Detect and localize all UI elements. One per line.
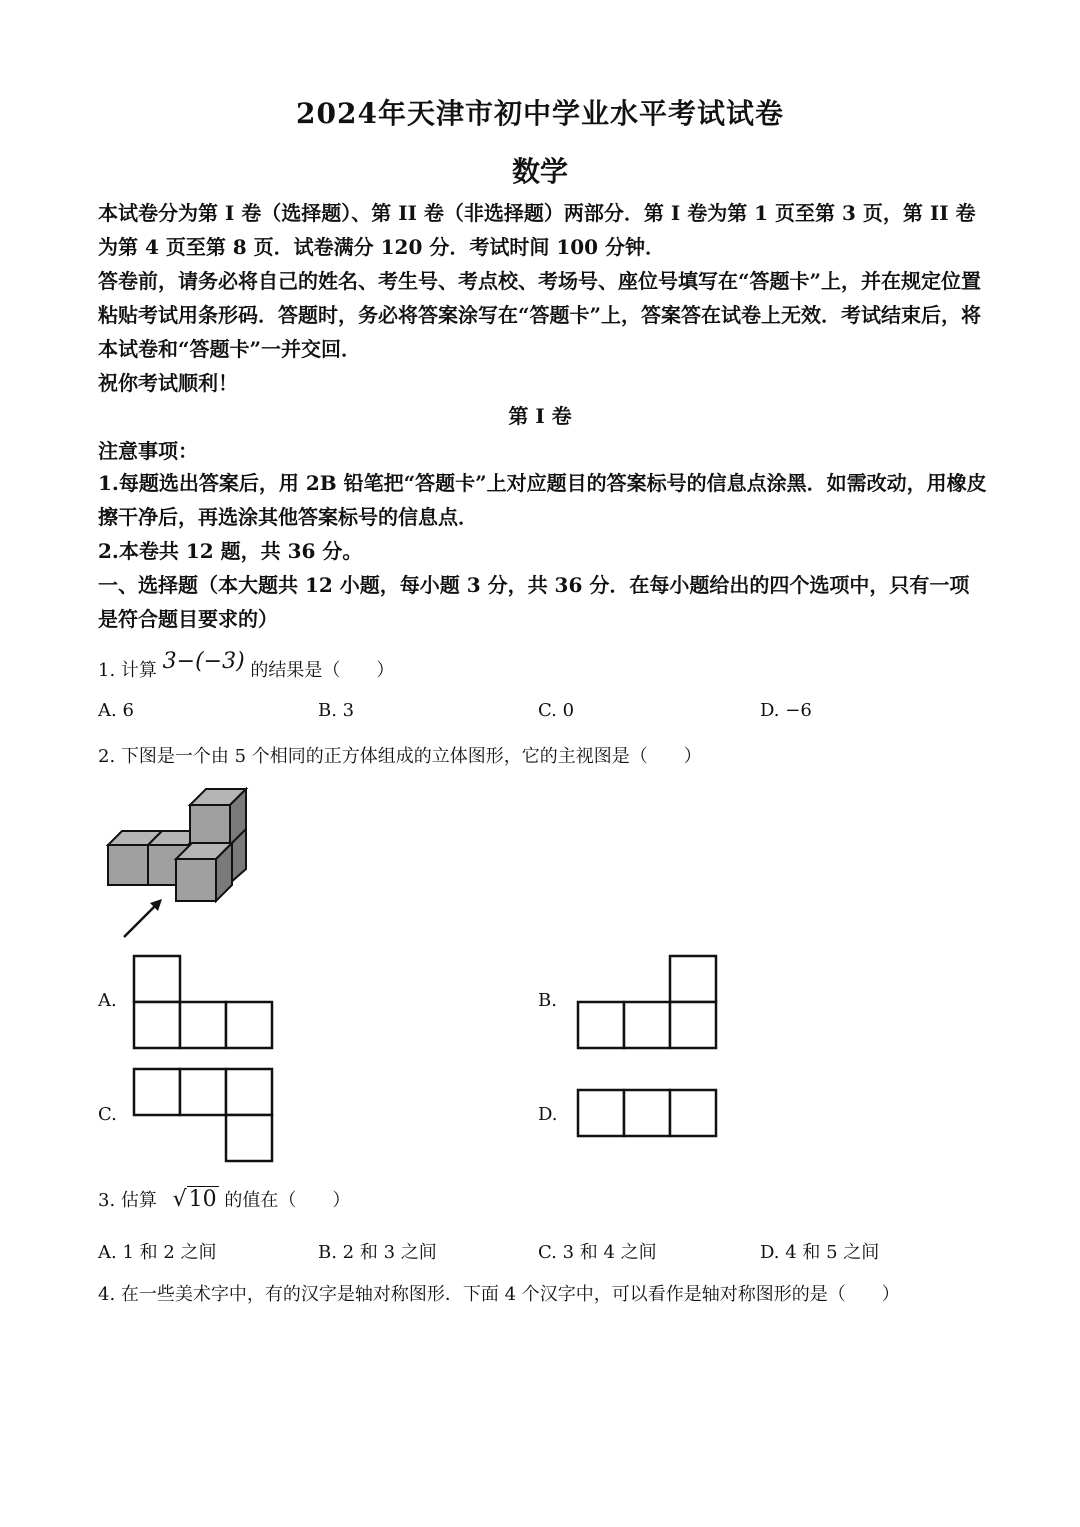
notes-heading: 注意事项： bbox=[98, 439, 198, 463]
q2-option-d-label[interactable]: D. bbox=[538, 1104, 558, 1125]
q3-prefix: 3. 估算 bbox=[98, 1190, 157, 1211]
q2-option-d-figure[interactable] bbox=[577, 1089, 721, 1141]
question-2: 2. 下图是一个由 5 个相同的正方体组成的立体图形，它的主视图是（ ） bbox=[98, 746, 702, 767]
q1-option-d[interactable]: D. −6 bbox=[760, 700, 812, 721]
q2-option-c-figure[interactable] bbox=[133, 1068, 277, 1164]
q2-option-c-label[interactable]: C. bbox=[98, 1104, 117, 1125]
intro-paragraph-3: 祝你考试顺利！ bbox=[98, 371, 238, 395]
question-1 bbox=[98, 649, 395, 682]
exam-title: 2024年天津市初中学业水平考试试卷 bbox=[296, 97, 784, 130]
q2-option-a-figure[interactable] bbox=[133, 955, 277, 1051]
q1-option-c[interactable]: C. 0 bbox=[538, 700, 575, 721]
question-4: 4. 在一些美术字中，有的汉字是轴对称图形．下面 4 个汉字中，可以看作是轴对称图形的是（ ） bbox=[98, 1284, 900, 1305]
intro-paragraph-2: 答卷前，请务必将自己的姓名、考生号、考点校、考场号、座位号填写在“答题卡”上，并在规定位置粘贴考试用条形码．答题时，务必将答案涂写在“答题卡”上，答案答在试卷上无效．考试结束后，将本试卷和“答题卡”一并交回． bbox=[98, 269, 982, 361]
q3-option-c[interactable]: C. 3 和 4 之间 bbox=[538, 1242, 657, 1263]
q2-option-b-label[interactable]: B. bbox=[538, 990, 557, 1011]
exam-subject: 数学 bbox=[511, 155, 568, 188]
q1-prefix: 1. 计算 bbox=[98, 660, 157, 681]
volume-heading: 第 I 卷 bbox=[508, 404, 572, 428]
q1-suffix: 的结果是（ ） bbox=[250, 660, 395, 681]
note-1: 1.每题选出答案后，用 2B 铅笔把“答题卡”上对应题目的答案标号的信息点涂黑．如需改动，用橡皮擦干净后，再选涂其他答案标号的信息点． bbox=[98, 471, 987, 529]
q3-sqrt-expression: √10 bbox=[172, 1187, 217, 1212]
intro-paragraph-1: 本试卷分为第 I 卷（选择题）、第 II 卷（非选择题）两部分．第 I 卷为第 1 页至第 3 页，第 II 卷为第 4 页至第 8 页．试卷满分 120 分．考试时间 100 分钟． bbox=[98, 201, 976, 259]
q3-option-d[interactable]: D. 4 和 5 之间 bbox=[760, 1242, 880, 1263]
q1-option-a[interactable]: A. 6 bbox=[98, 700, 134, 721]
cube-figure bbox=[100, 785, 260, 945]
q3-option-b[interactable]: B. 2 和 3 之间 bbox=[318, 1242, 437, 1263]
q3-suffix: 的值在（ ） bbox=[224, 1190, 351, 1211]
q2-option-b-figure[interactable] bbox=[577, 955, 721, 1051]
q3-option-a[interactable]: A. 1 和 2 之间 bbox=[98, 1242, 217, 1263]
q3-radicand: 10 bbox=[188, 1187, 217, 1212]
q1-expression: 3−(−3) bbox=[162, 649, 245, 674]
q1-option-b[interactable]: B. 3 bbox=[318, 700, 355, 721]
note-2: 2.本卷共 12 题，共 36 分。 bbox=[98, 539, 363, 563]
section-heading: 一、选择题（本大题共 12 小题，每小题 3 分，共 36 分．在每小题给出的四个选项中，只有一项是符合题目要求的） bbox=[98, 573, 970, 631]
question-3 bbox=[98, 1186, 350, 1212]
q2-option-a-label[interactable]: A. bbox=[98, 990, 117, 1011]
